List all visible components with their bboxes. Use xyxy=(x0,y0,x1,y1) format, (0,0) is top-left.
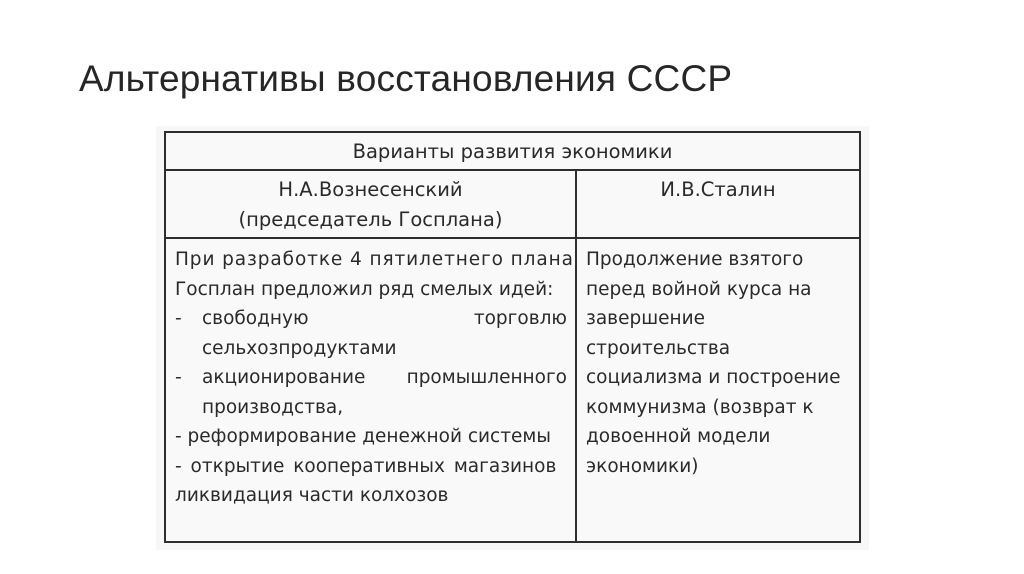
slide-title: Альтернативы восстановления СССР xyxy=(79,58,733,99)
list-item-continuation: сельхозпродуктами xyxy=(202,337,397,359)
text-word: промышленного xyxy=(406,367,567,388)
list-item-continuation: производства, xyxy=(202,396,344,418)
list-item: - открытие кооперативных магазинов xyxy=(175,455,557,477)
text-line: Госплан предложил ряд смелых идей: xyxy=(175,278,554,300)
list-dash: - xyxy=(175,367,182,388)
text-line: социализма и построение xyxy=(586,367,841,388)
text-line: Продолжение взятого xyxy=(586,249,804,270)
text-word: свободную xyxy=(202,308,309,329)
list-dash: - xyxy=(175,308,182,329)
column-header-stalin xyxy=(577,169,859,239)
economy-variants-table xyxy=(164,131,861,543)
list-item-continuation: ликвидация части колхозов xyxy=(175,485,449,506)
text-line: перед войной курса на xyxy=(586,278,812,300)
column-header-position: (председатель Госплана) xyxy=(238,208,503,231)
table-header: Варианты развития экономики xyxy=(166,133,859,171)
list-item xyxy=(175,304,567,334)
list-item xyxy=(175,363,567,393)
text-line: коммунизма (возврат к xyxy=(586,396,814,418)
text-line: При разработке 4 пятилетнего плана xyxy=(175,249,574,270)
column-header-name: Н.А.Вознесенский xyxy=(278,178,463,201)
cell-stalin-course xyxy=(577,239,859,541)
text-line: завершение xyxy=(586,308,706,329)
text-line: строительства xyxy=(586,337,731,359)
text-word: торговлю xyxy=(473,308,567,329)
list-item: - реформирование денежной системы xyxy=(175,426,551,447)
text-line: экономики) xyxy=(586,455,699,477)
table-image xyxy=(156,126,869,550)
text-line: довоенной модели xyxy=(586,426,771,447)
column-header-voznesensky xyxy=(166,169,577,239)
text-word: акционирование xyxy=(202,367,366,388)
cell-voznesensky-proposals xyxy=(166,239,577,541)
column-header-name: И.В.Сталин xyxy=(660,178,776,201)
